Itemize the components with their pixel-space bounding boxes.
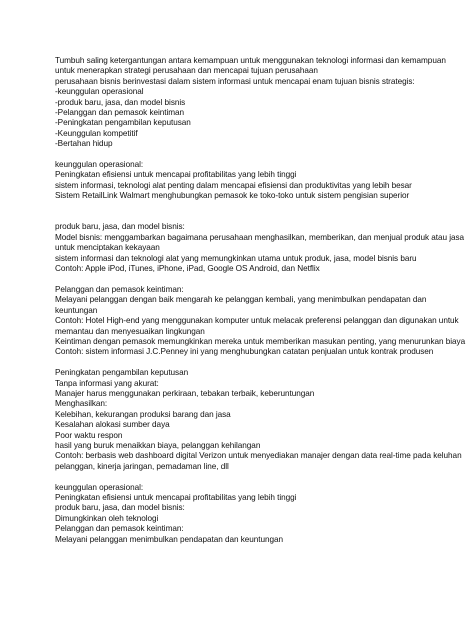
goal-item: -Keunggulan kompetitif: [55, 128, 138, 138]
section-line: Menghasilkan:: [55, 399, 108, 409]
section-line: keunggulan operasional:: [55, 482, 144, 492]
operational-excellence-section: [55, 160, 467, 202]
summary-section: [55, 483, 467, 545]
section-heading: Pelanggan dan pemasok keintiman:: [55, 284, 184, 294]
section-line: Contoh: Hotel High-end yang menggunakan komputer untuk melacak preferensi pelanggan dan digunakan untuk memantau dan menyesuaikan lingkungan: [55, 316, 459, 336]
goal-item: -Bertahan hidup: [55, 139, 113, 149]
intro-paragraph: Tumbuh saling ketergantungan antara kemampuan untuk menggunakan teknologi informasi dan kemampuan untuk menerapkan strategi perusahaan dan mencapai tujuan perusahaan: [55, 56, 446, 76]
section-line: Model bisnis: menggambarkan bagaimana perusahaan menghasilkan, memberikan, dan menjual produk atau jasa untuk menciptakan kekayaan: [55, 232, 465, 253]
section-line: Peningkatan efisiensi untuk mencapai profitabilitas yang lebih tinggi: [55, 170, 297, 180]
customer-intimacy-section: [55, 285, 467, 358]
goal-item: -Pelanggan dan pemasok keintiman: [55, 108, 185, 118]
section-heading: Peningkatan pengambilan keputusan: [55, 368, 189, 378]
section-heading: keunggulan operasional:: [55, 160, 144, 170]
section-line: produk baru, jasa, dan model bisnis:: [55, 503, 185, 513]
section-line: Keintiman dengan pemasok memungkinkan mereka untuk memberikan masukan penting, yang menurunkan biaya: [55, 336, 466, 346]
section-line: hasil yang buruk menaikkan biaya, pelanggan kehilangan: [55, 440, 261, 450]
decision-making-section: [55, 368, 467, 472]
intro-goals-line: perusahaan bisnis berinvestasi dalam sistem informasi untuk mencapai enam tujuan bisnis strategis:: [55, 76, 415, 86]
section-line: Manajer harus menggunakan perkiraan, tebakan terbaik, keberuntungan: [55, 388, 315, 398]
section-line: Contoh: Apple iPod, iTunes, iPhone, iPad, Google OS Android, dan Netflix: [55, 264, 320, 274]
section-line: Contoh: berbasis web dashboard digital Verizon untuk menyediakan manajer dengan data real-time pada keluhan pelanggan, kinerja jaringan, pemadaman line, dll: [55, 451, 462, 471]
section-line: Poor waktu respon: [55, 430, 123, 440]
section-line: Contoh: sistem informasi J.C.Penney ini yang menghubungkan catatan penjualan untuk kontrak produsen: [55, 347, 434, 357]
goal-item: -keunggulan operasional: [55, 87, 144, 97]
intro-section: [55, 56, 467, 150]
document-body: [55, 56, 467, 545]
section-line: Kelebihan, kekurangan produksi barang dan jasa: [55, 409, 231, 419]
section-line: Peningkatan efisiensi untuk mencapai profitabilitas yang lebih tinggi: [55, 492, 297, 502]
section-line: Kesalahan alokasi sumber daya: [55, 420, 170, 430]
new-products-section: [55, 222, 467, 274]
section-line: Melayani pelanggan dengan baik mengarah ke pelanggan kembali, yang menimbulkan pendapatan dan keuntungan: [55, 295, 427, 315]
section-line: Pelanggan dan pemasok keintiman:: [55, 524, 184, 534]
section-line: sistem informasi, teknologi alat penting dalam mencapai efisiensi dan produktivitas yang lebih besar: [55, 180, 412, 190]
section-line: Dimungkinkan oleh teknologi: [55, 513, 159, 523]
section-line: Tanpa informasi yang akurat:: [55, 378, 159, 388]
goal-item: -Peningkatan pengambilan keputusan: [55, 118, 191, 128]
section-line: Sistem RetailLink Walmart menghubungkan pemasok ke toko-toko untuk sistem pengisian superior: [55, 191, 410, 201]
section-line: Melayani pelanggan menimbulkan pendapatan dan keuntungan: [55, 534, 283, 544]
goal-item: -produk baru, jasa, dan model bisnis: [55, 97, 186, 107]
section-line: sistem informasi dan teknologi alat yang memungkinkan utama untuk produk, jasa, model bisnis baru: [55, 253, 417, 263]
section-heading: produk baru, jasa, dan model bisnis:: [55, 222, 185, 232]
